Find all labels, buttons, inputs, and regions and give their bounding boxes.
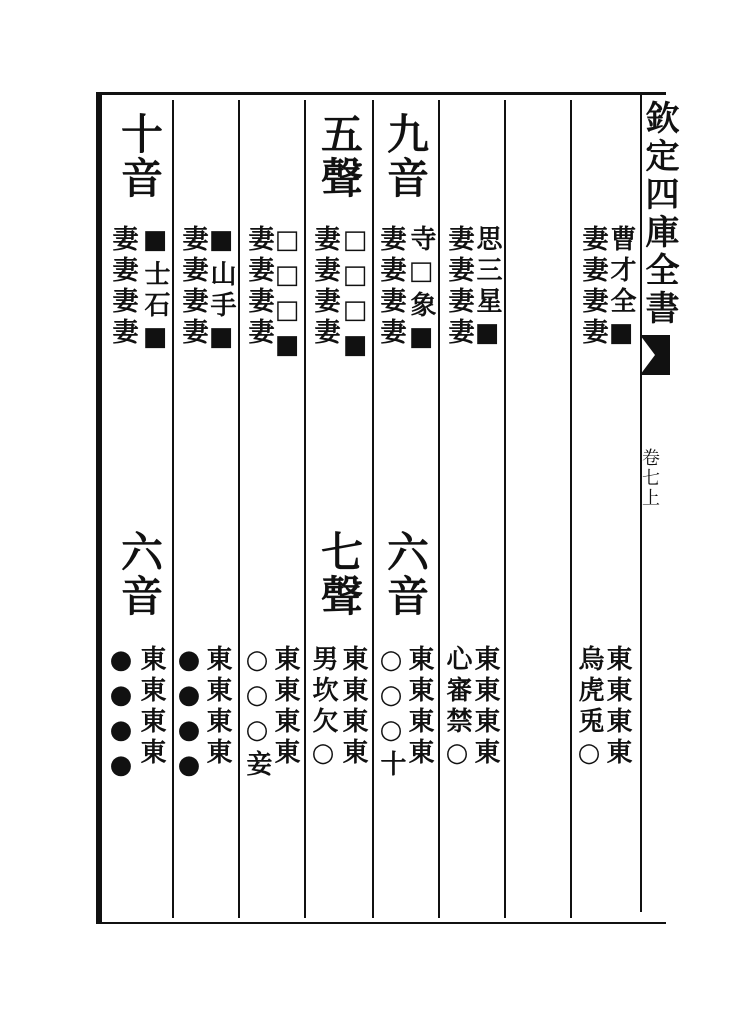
column-2-bottom-sub: ●●●● — [174, 645, 204, 785]
column-4-top-main: 妻妻妻妻 — [310, 225, 340, 349]
column-4-top-sub: □□□■ — [340, 225, 370, 365]
heading-nine-tones: 九音 — [381, 112, 430, 200]
column-divider — [304, 100, 306, 918]
heading-seven-sounds: 七聲 — [315, 530, 364, 618]
column-8-top-main: 妻妻妻妻 — [578, 225, 608, 349]
column-divider — [238, 100, 240, 918]
column-3-bottom-sub: ○○○妾 — [242, 645, 272, 781]
column-5-bottom-sub: ○○○十 — [376, 645, 406, 781]
column-5-top-sub: 寺□象■ — [406, 225, 436, 357]
column-6-top-main: 妻妻妻妻 — [444, 225, 474, 349]
column-1-bottom-sub: ●●●● — [106, 645, 136, 785]
column-divider — [570, 100, 572, 918]
column-5-top-main: 妻妻妻妻 — [376, 225, 406, 349]
column-1-top-main: 妻妻妻妻 — [108, 225, 138, 349]
column-divider — [372, 100, 374, 918]
heading-six-tones-2: 六音 — [381, 530, 430, 618]
column-divider — [504, 100, 506, 918]
volume-label: 卷七上 — [639, 448, 660, 508]
column-1-top-sub: ■士石■ — [140, 225, 170, 357]
column-2-top-sub: ■山手■ — [206, 225, 236, 357]
book-title: 欽定四庫全書 — [639, 100, 679, 328]
column-2-bottom-main: 東東東東 — [202, 645, 232, 769]
column-1-bottom-main: 東東東東 — [136, 645, 166, 769]
column-5-bottom-main: 東東東東 — [404, 645, 434, 769]
column-4-bottom-main: 東東東東 — [338, 645, 368, 769]
top-border — [96, 92, 666, 95]
column-3-top-sub: □□□■ — [272, 225, 302, 365]
column-divider — [172, 100, 174, 918]
column-6-bottom-main: 東東東東 — [470, 645, 500, 769]
column-3-top-main: 妻妻妻妻 — [244, 225, 274, 349]
column-8-bottom-sub: 烏虎兎○ — [574, 645, 604, 773]
column-4-bottom-sub: 男坎欠○ — [308, 645, 338, 773]
column-8-bottom-main: 東東東東 — [602, 645, 632, 769]
heading-six-tones: 六音 — [115, 530, 164, 618]
bottom-border — [96, 922, 666, 924]
heading-ten-tones: 十音 — [115, 112, 164, 200]
column-divider — [438, 100, 440, 918]
column-8-top-sub: 曹才全■ — [606, 225, 636, 353]
heading-five-sounds: 五聲 — [315, 112, 364, 200]
column-2-top-main: 妻妻妻妻 — [178, 225, 208, 349]
outer-left-border — [96, 92, 102, 922]
column-6-bottom-sub: 心審禁○ — [442, 645, 472, 773]
column-3-bottom-main: 東東東東 — [270, 645, 300, 769]
column-6-top-sub: 思三星■ — [472, 225, 502, 353]
